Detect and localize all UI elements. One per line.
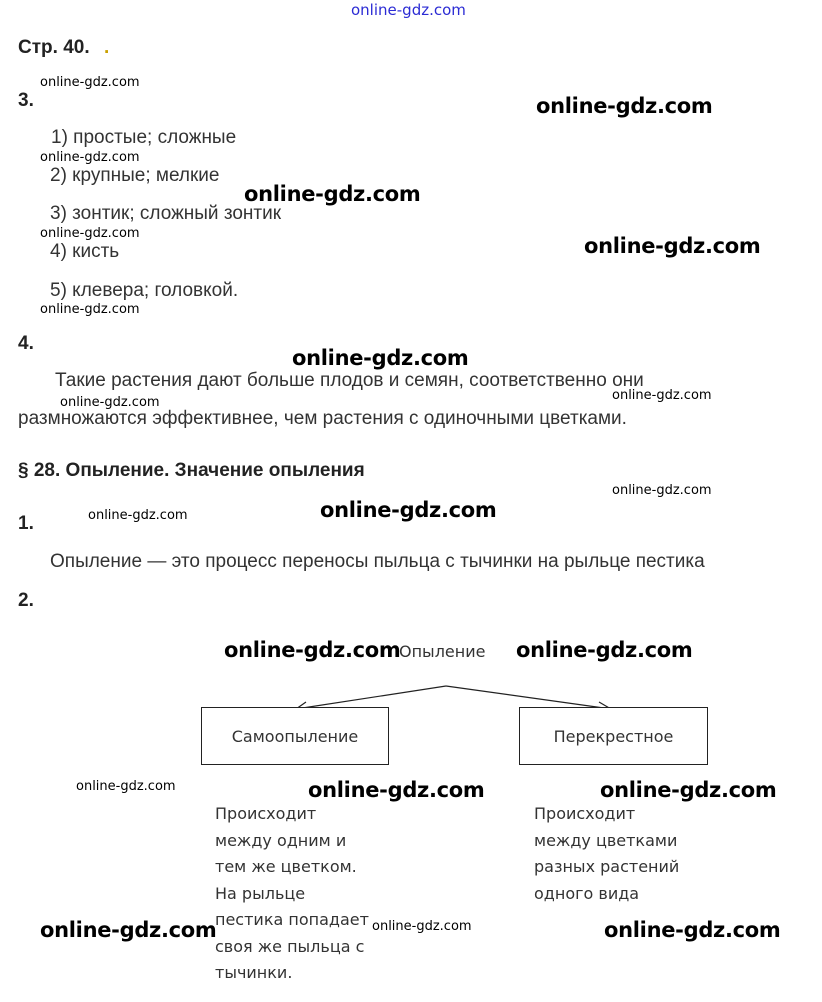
task3-item-2: 2) крупные; мелкие	[50, 165, 220, 186]
diagram-box-self-pollination	[201, 707, 389, 765]
watermark: online-gdz.com	[60, 395, 160, 410]
watermark: online-gdz.com	[308, 778, 485, 802]
left-desc-line: своя же пыльца с	[215, 936, 365, 956]
right-desc-line: разных растений	[534, 857, 680, 876]
watermark: online-gdz.com	[76, 779, 176, 794]
diagram-box-cross-pollination-label: Перекрестное	[553, 726, 674, 746]
left-desc-line: Происходит	[215, 804, 317, 823]
right-desc-line: Происходит	[534, 804, 636, 823]
watermark: online-gdz.com	[604, 918, 781, 942]
watermark: online-gdz.com	[612, 388, 712, 403]
diagram-box-cross-pollination	[519, 707, 708, 765]
diagram-box-self-pollination-label: Самоопыление	[231, 726, 359, 746]
task3-item-3: 3) зонтик; сложный зонтик	[50, 203, 282, 224]
task3-item-4: 4) кисть	[50, 241, 120, 262]
right-desc-line: между цветками	[534, 830, 678, 850]
right-desc-line: одного вида	[534, 883, 640, 903]
watermark: online-gdz.com	[584, 234, 761, 258]
task4-number: 4.	[18, 333, 34, 354]
task4-line-2: размножаются эффективнее, чем растения с одиночными цветками.	[18, 408, 627, 429]
watermark: online-gdz.com	[372, 919, 472, 934]
task1-text: Опыление — это процесс переносы пыльца с тычинки на рыльце пестика	[50, 551, 705, 572]
diagram-left-description	[215, 801, 369, 987]
watermark: online-gdz.com	[40, 302, 140, 317]
watermark: online-gdz.com	[292, 346, 469, 370]
section-title: § 28. Опыление. Значение опыления	[18, 460, 365, 481]
left-desc-line: тычинки.	[215, 963, 293, 982]
diagram-right-description	[534, 801, 679, 907]
left-desc-line: между одним и	[215, 830, 347, 850]
left-desc-line: На рыльце	[215, 883, 306, 903]
left-desc-line: пестика попадает	[215, 910, 369, 929]
watermark: online-gdz.com	[600, 778, 777, 802]
watermark: online-gdz.com	[536, 94, 713, 118]
task3-item-5: 5) клевера; головкой.	[50, 280, 239, 301]
watermark: online-gdz.com	[40, 918, 217, 942]
watermark: online-gdz.com	[40, 150, 140, 165]
task3-item-1: 1) простые; сложные	[51, 127, 237, 148]
diagram-root: Опыление	[399, 642, 486, 661]
watermark: online-gdz.com	[40, 75, 140, 90]
page-header: Стр. 40.	[18, 37, 90, 58]
left-desc-line: тем же цветком.	[215, 857, 357, 876]
watermark: online-gdz.com	[244, 182, 421, 206]
task2-number: 2.	[18, 590, 34, 611]
watermark: online-gdz.com	[516, 638, 693, 662]
watermark-top: online-gdz.com	[351, 1, 466, 19]
task4-line-1: Такие растения дают больше плодов и семян, соответственно они	[55, 370, 644, 391]
watermark: online-gdz.com	[88, 508, 188, 523]
watermark: online-gdz.com	[320, 498, 497, 522]
watermark: online-gdz.com	[612, 483, 712, 498]
task1-number: 1.	[18, 513, 34, 534]
task3-number: 3.	[18, 90, 34, 111]
watermark: online-gdz.com	[224, 638, 401, 662]
watermark: online-gdz.com	[40, 226, 140, 241]
page-header-mark: .	[104, 37, 110, 58]
